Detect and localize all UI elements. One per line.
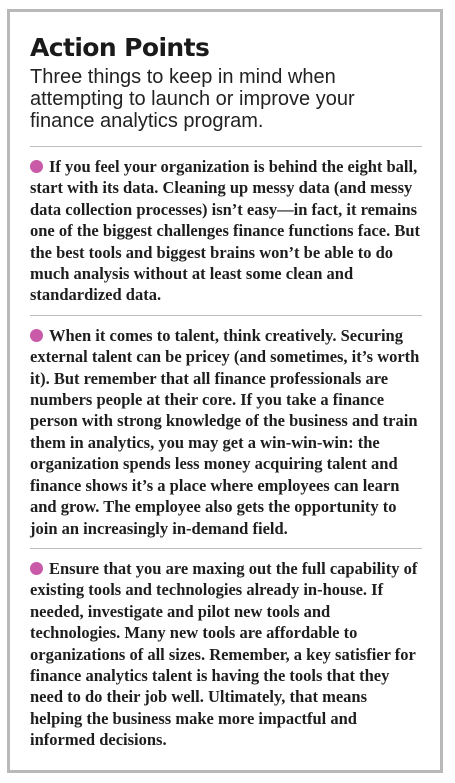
action-point-data: [30, 147, 422, 315]
sidebar-title: Action Points: [30, 33, 210, 62]
action-point-talent: [30, 316, 422, 548]
action-point-text: If you feel your organization is behind the eight ball, start with its data. Cleaning up messy data (and messy data collection processes) isn’t easy—in fact, it remains one of the biggest challenges finance functions face. But the best tools and biggest brains won’t be able to do much analysis without at least some clean and standardized data.: [30, 157, 421, 305]
action-points-sidebar: [7, 9, 443, 773]
sidebar-subtitle: Three things to keep in mind when attempting to launch or improve your finance analytics program.: [30, 66, 355, 132]
bullet-dot-icon: [30, 160, 43, 173]
bullet-dot-icon: [30, 329, 43, 342]
action-point-tools: [30, 549, 422, 760]
action-point-text: When it comes to talent, think creatively. Securing external talent can be pricey (and sometimes, it’s worth it). But remember that all finance professionals are numbers people at their core. If you take a finance person with strong knowledge of the business and train them in analytics, you may get a win-win-win: the organization spends less money acquiring talent and finance shows it’s a place where employees can learn and grow. The employee also gets the opportunity to join an increasingly in-demand field.: [30, 325, 420, 538]
action-point-text: Ensure that you are maxing out the full capability of existing tools and technologies already in-house. If needed, investigate and pilot new tools and technologies. Many new tools are affordable to organizations of all sizes. Remember, a key satisfier for finance analytics talent is having the tools that they need to do their job well. Ultimately, that means helping the business make more impactful and informed decisions.: [30, 558, 418, 750]
bullet-dot-icon: [30, 562, 43, 575]
